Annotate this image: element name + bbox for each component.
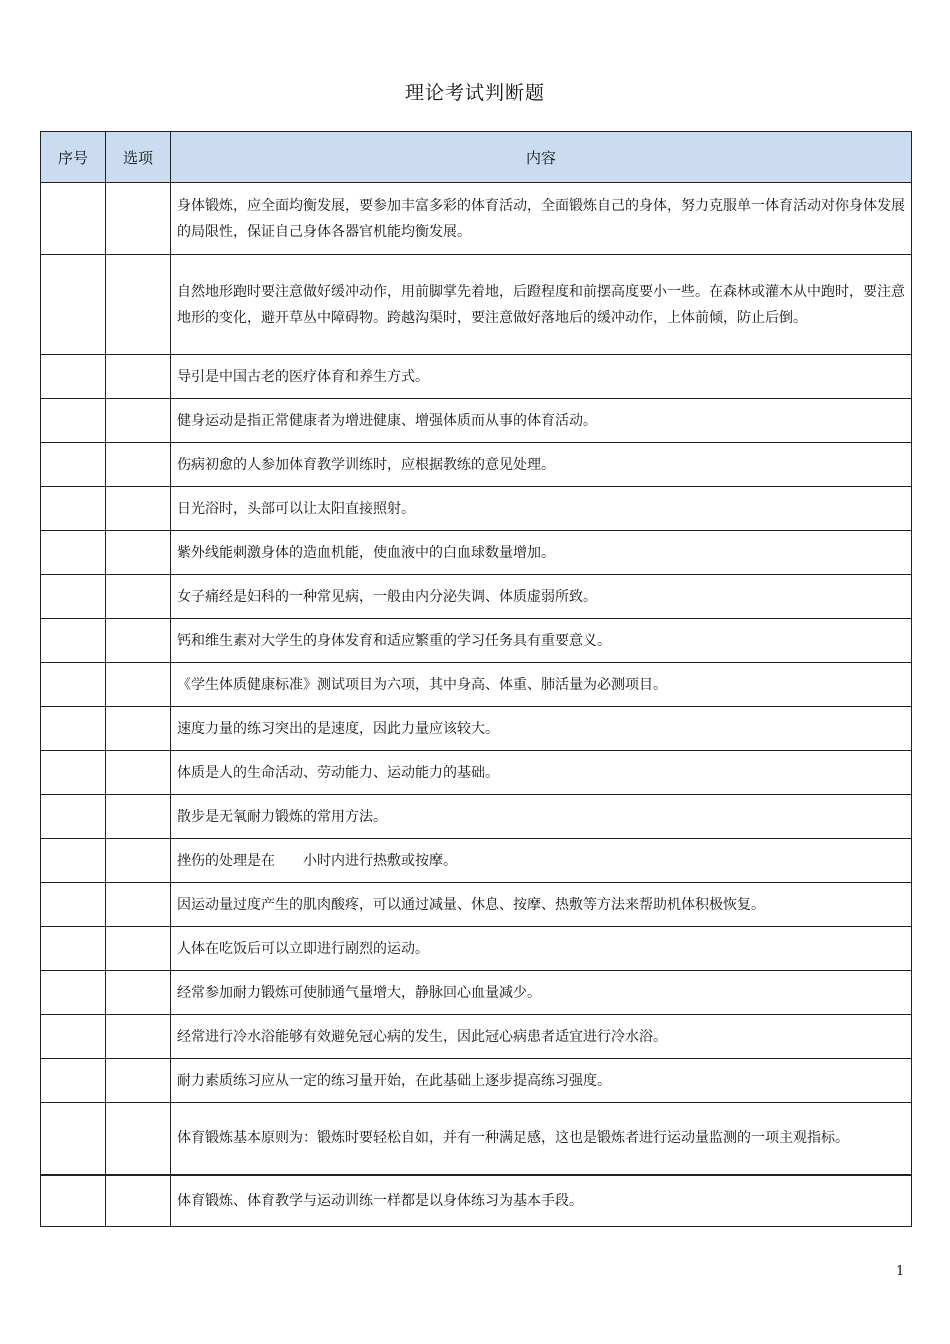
answer-option-cell[interactable] <box>106 707 171 751</box>
table-row <box>41 751 912 795</box>
page-number: 1 <box>896 1264 905 1279</box>
table-row <box>41 575 912 619</box>
answer-num-cell[interactable] <box>41 927 106 971</box>
table-row <box>41 707 912 751</box>
table-row <box>41 795 912 839</box>
answer-option-cell[interactable] <box>106 183 171 255</box>
question-text: 因运动量过度产生的肌肉酸疼，可以通过减量、休息、按摩、热敷等方法来帮助机体积极恢复。 <box>171 883 912 927</box>
question-text: 挫伤的处理是在 小时内进行热敷或按摩。 <box>171 839 912 883</box>
answer-option-cell[interactable] <box>106 663 171 707</box>
answer-option-cell[interactable] <box>106 255 171 355</box>
table-row <box>41 663 912 707</box>
answer-num-cell[interactable] <box>41 1175 106 1227</box>
table-row <box>41 255 912 355</box>
table-row <box>41 1059 912 1103</box>
answer-option-cell[interactable] <box>106 1175 171 1227</box>
question-text: 伤病初愈的人参加体育教学训练时，应根据教练的意见处理。 <box>171 443 912 487</box>
question-text: 散步是无氧耐力锻炼的常用方法。 <box>171 795 912 839</box>
table-row <box>41 1175 912 1227</box>
answer-option-cell[interactable] <box>106 795 171 839</box>
answer-num-cell[interactable] <box>41 971 106 1015</box>
answer-num-cell[interactable] <box>41 839 106 883</box>
answer-option-cell[interactable] <box>106 355 171 399</box>
answer-num-cell[interactable] <box>41 487 106 531</box>
answer-num-cell[interactable] <box>41 443 106 487</box>
question-text: 经常进行冷水浴能够有效避免冠心病的发生，因此冠心病患者适宜进行冷水浴。 <box>171 1015 912 1059</box>
question-text: 速度力量的练习突出的是速度，因此力量应该较大。 <box>171 707 912 751</box>
answer-num-cell[interactable] <box>41 619 106 663</box>
answer-num-cell[interactable] <box>41 1103 106 1175</box>
question-text: 耐力素质练习应从一定的练习量开始，在此基础上逐步提高练习强度。 <box>171 1059 912 1103</box>
answer-option-cell[interactable] <box>106 1059 171 1103</box>
table-row <box>41 1015 912 1059</box>
table-row <box>41 1103 912 1175</box>
table-row <box>41 839 912 883</box>
answer-option-cell[interactable] <box>106 971 171 1015</box>
question-text: 体质是人的生命活动、劳动能力、运动能力的基础。 <box>171 751 912 795</box>
question-text: 紫外线能刺激身体的造血机能，使血液中的白血球数量增加。 <box>171 531 912 575</box>
answer-option-cell[interactable] <box>106 1015 171 1059</box>
answer-num-cell[interactable] <box>41 531 106 575</box>
question-text: 身体锻炼，应全面均衡发展，要参加丰富多彩的体育活动，全面锻炼自己的身体，努力克服单一体育活动对你身体发展的局限性，保证自己身体各器官机能均衡发展。 <box>171 183 912 255</box>
table-row <box>41 399 912 443</box>
question-text: 钙和维生素对大学生的身体发育和适应繁重的学习任务具有重要意义。 <box>171 619 912 663</box>
table-row <box>41 443 912 487</box>
answer-option-cell[interactable] <box>106 839 171 883</box>
answer-num-cell[interactable] <box>41 795 106 839</box>
answer-num-cell[interactable] <box>41 255 106 355</box>
answer-option-cell[interactable] <box>106 399 171 443</box>
question-text: 体育锻炼基本原则为：锻炼时要轻松自如，并有一种满足感，这也是锻炼者进行运动量监测的一项主观指标。 <box>171 1103 912 1175</box>
table-row <box>41 487 912 531</box>
table-row <box>41 531 912 575</box>
answer-option-cell[interactable] <box>106 883 171 927</box>
header-option: 选项 <box>106 132 171 183</box>
page-title: 理论考试判断题 <box>404 82 545 104</box>
table-row <box>41 619 912 663</box>
table-row <box>41 971 912 1015</box>
table-row <box>41 927 912 971</box>
question-text: 自然地形跑时要注意做好缓冲动作，用前脚掌先着地，后蹬程度和前摆高度要小一些。在森林或灌木从中跑时，要注意地形的变化，避开草丛中障碍物。跨越沟渠时，要注意做好落地后的缓冲动作，上体前倾，防止后倒。 <box>171 255 912 355</box>
answer-option-cell[interactable] <box>106 619 171 663</box>
answer-option-cell[interactable] <box>106 487 171 531</box>
answer-option-cell[interactable] <box>106 575 171 619</box>
answer-num-cell[interactable] <box>41 663 106 707</box>
answer-num-cell[interactable] <box>41 1059 106 1103</box>
answer-option-cell[interactable] <box>106 751 171 795</box>
answer-num-cell[interactable] <box>41 1015 106 1059</box>
answer-num-cell[interactable] <box>41 707 106 751</box>
answer-option-cell[interactable] <box>106 443 171 487</box>
question-text: 日光浴时，头部可以让太阳直接照射。 <box>171 487 912 531</box>
question-text: 健身运动是指正常健康者为增进健康、增强体质而从事的体育活动。 <box>171 399 912 443</box>
answer-num-cell[interactable] <box>41 883 106 927</box>
table-row <box>41 355 912 399</box>
answer-num-cell[interactable] <box>41 399 106 443</box>
answer-num-cell[interactable] <box>41 355 106 399</box>
question-text: 体育锻炼、体育教学与运动训练一样都是以身体练习为基本手段。 <box>171 1175 912 1227</box>
question-text: 女子痛经是妇科的一种常见病，一般由内分泌失调、体质虚弱所致。 <box>171 575 912 619</box>
header-content: 内容 <box>171 132 912 183</box>
question-text: 经常参加耐力锻炼可使肺通气量增大，静脉回心血量减少。 <box>171 971 912 1015</box>
table-header-row <box>41 132 912 183</box>
question-text: 《学生体质健康标准》测试项目为六项，其中身高、体重、肺活量为必测项目。 <box>171 663 912 707</box>
answer-num-cell[interactable] <box>41 751 106 795</box>
table-row <box>41 883 912 927</box>
table-row <box>41 183 912 255</box>
answer-option-cell[interactable] <box>106 531 171 575</box>
answer-num-cell[interactable] <box>41 575 106 619</box>
question-table <box>40 131 912 1227</box>
table-body <box>41 183 912 1227</box>
answer-option-cell[interactable] <box>106 1103 171 1175</box>
question-text: 导引是中国古老的医疗体育和养生方式。 <box>171 355 912 399</box>
question-text: 人体在吃饭后可以立即进行剧烈的运动。 <box>171 927 912 971</box>
answer-num-cell[interactable] <box>41 183 106 255</box>
answer-option-cell[interactable] <box>106 927 171 971</box>
header-num: 序号 <box>41 132 106 183</box>
